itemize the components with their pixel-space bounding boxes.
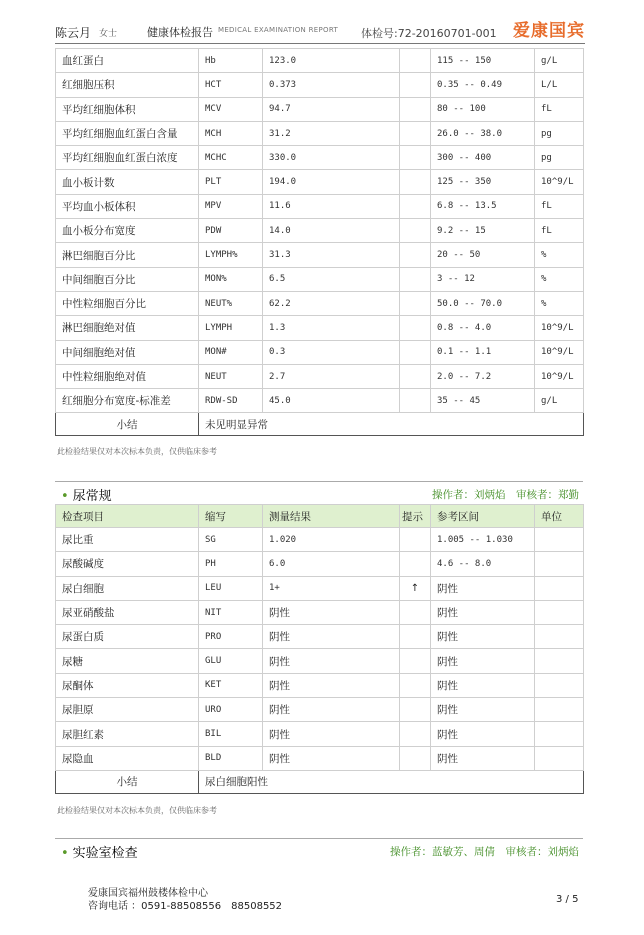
cell-value: 194.0 bbox=[263, 170, 400, 194]
table-row bbox=[56, 698, 584, 722]
table-row bbox=[56, 364, 584, 388]
cell-range: 阴性 bbox=[431, 698, 535, 722]
cell-flag bbox=[400, 625, 431, 649]
cell-range: 2.0 -- 7.2 bbox=[431, 364, 535, 388]
table-row bbox=[56, 340, 584, 364]
cell-unit bbox=[535, 625, 584, 649]
cell-unit: pg bbox=[535, 121, 584, 145]
cell-unit bbox=[535, 552, 584, 576]
cell-range: 115 -- 150 bbox=[431, 49, 535, 73]
urine-section-header bbox=[55, 481, 583, 504]
cell-range: 0.1 -- 1.1 bbox=[431, 340, 535, 364]
cell-flag: ↑ bbox=[400, 576, 431, 600]
urine-summary-row bbox=[56, 770, 584, 793]
table-header-row bbox=[56, 505, 584, 528]
cell-unit bbox=[535, 673, 584, 697]
cell-range: 9.2 -- 15 bbox=[431, 219, 535, 243]
cell-abbr: LYMPH bbox=[199, 316, 263, 340]
cell-range: 1.005 -- 1.030 bbox=[431, 528, 535, 552]
cell-name: 红细胞压积 bbox=[56, 73, 199, 97]
cell-range: 阴性 bbox=[431, 722, 535, 746]
table-row bbox=[56, 673, 584, 697]
cell-flag bbox=[400, 722, 431, 746]
cell-value: 62.2 bbox=[263, 291, 400, 315]
cell-value: 阴性 bbox=[263, 698, 400, 722]
cell-range: 300 -- 400 bbox=[431, 146, 535, 170]
summary-label: 小结 bbox=[56, 413, 199, 436]
cell-abbr: PRO bbox=[199, 625, 263, 649]
table-row bbox=[56, 121, 584, 145]
cell-value: 阴性 bbox=[263, 600, 400, 624]
header-name: 检查项目 bbox=[56, 505, 199, 528]
cell-abbr: MCHC bbox=[199, 146, 263, 170]
cell-range: 50.0 -- 70.0 bbox=[431, 291, 535, 315]
cell-abbr: MON# bbox=[199, 340, 263, 364]
urine-disclaimer: 此检验结果仅对本次标本负责，仅供临床参考 bbox=[57, 806, 217, 815]
cell-value: 0.3 bbox=[263, 340, 400, 364]
patient-name: 陈云月 bbox=[55, 26, 92, 40]
table-row bbox=[56, 291, 584, 315]
cell-abbr: NEUT% bbox=[199, 291, 263, 315]
cell-flag bbox=[400, 552, 431, 576]
cell-unit: % bbox=[535, 267, 584, 291]
cell-unit bbox=[535, 722, 584, 746]
cell-range: 3 -- 12 bbox=[431, 267, 535, 291]
cell-unit: g/L bbox=[535, 49, 584, 73]
cell-range: 阴性 bbox=[431, 600, 535, 624]
cell-name: 血小板计数 bbox=[56, 170, 199, 194]
cell-name: 平均红细胞血红蛋白浓度 bbox=[56, 146, 199, 170]
header-divider bbox=[55, 43, 585, 44]
header-abbr: 缩写 bbox=[199, 505, 263, 528]
cell-flag bbox=[400, 146, 431, 170]
cell-value: 6.0 bbox=[263, 552, 400, 576]
exam-number: 体检号:72-20160701-001 bbox=[361, 27, 497, 40]
table-row bbox=[56, 576, 584, 600]
cell-range: 阴性 bbox=[431, 576, 535, 600]
lab-operators: 操作者：蓝敏芳、周倩 审核者：刘炳焰 bbox=[390, 846, 579, 858]
cell-name: 尿糖 bbox=[56, 649, 199, 673]
cell-name: 尿酮体 bbox=[56, 673, 199, 697]
summary-label: 小结 bbox=[56, 770, 199, 793]
table-row bbox=[56, 219, 584, 243]
cell-name: 尿亚硝酸盐 bbox=[56, 600, 199, 624]
table-row bbox=[56, 267, 584, 291]
cell-flag bbox=[400, 600, 431, 624]
cell-abbr: Hb bbox=[199, 49, 263, 73]
cell-flag bbox=[400, 97, 431, 121]
cell-abbr: MCV bbox=[199, 97, 263, 121]
cell-flag bbox=[400, 121, 431, 145]
cell-flag bbox=[400, 364, 431, 388]
cell-abbr: MON% bbox=[199, 267, 263, 291]
table-row bbox=[56, 600, 584, 624]
cell-range: 6.8 -- 13.5 bbox=[431, 194, 535, 218]
cell-unit: 10^9/L bbox=[535, 170, 584, 194]
cell-range: 26.0 -- 38.0 bbox=[431, 121, 535, 145]
report-title: 健康体检报告 bbox=[147, 26, 213, 39]
cell-unit: fL bbox=[535, 219, 584, 243]
summary-text: 未见明显异常 bbox=[199, 413, 584, 436]
cell-range: 0.35 -- 0.49 bbox=[431, 73, 535, 97]
cell-range: 4.6 -- 8.0 bbox=[431, 552, 535, 576]
consult-phone: 咨询电话 ：0591-88508556 88508552 bbox=[88, 901, 283, 912]
cell-abbr: NEUT bbox=[199, 364, 263, 388]
cell-abbr: BLD bbox=[199, 746, 263, 770]
cell-abbr: KET bbox=[199, 673, 263, 697]
cell-range: 阴性 bbox=[431, 625, 535, 649]
table-row bbox=[56, 73, 584, 97]
cell-unit: % bbox=[535, 243, 584, 267]
cell-name: 尿蛋白质 bbox=[56, 625, 199, 649]
cell-value: 31.2 bbox=[263, 121, 400, 145]
cell-value: 阴性 bbox=[263, 673, 400, 697]
center-name: 爱康国宾福州鼓楼体检中心 bbox=[88, 888, 208, 899]
cell-value: 14.0 bbox=[263, 219, 400, 243]
cell-range: 阴性 bbox=[431, 746, 535, 770]
cell-value: 0.373 bbox=[263, 73, 400, 97]
cell-range: 125 -- 350 bbox=[431, 170, 535, 194]
cell-unit bbox=[535, 746, 584, 770]
cell-unit: % bbox=[535, 291, 584, 315]
table-row bbox=[56, 528, 584, 552]
cell-flag bbox=[400, 219, 431, 243]
cell-range: 80 -- 100 bbox=[431, 97, 535, 121]
cell-name: 中性粒细胞百分比 bbox=[56, 291, 199, 315]
cell-value: 6.5 bbox=[263, 267, 400, 291]
cell-flag bbox=[400, 194, 431, 218]
cell-flag bbox=[400, 389, 431, 413]
header-unit: 单位 bbox=[535, 505, 584, 528]
cell-name: 淋巴细胞绝对值 bbox=[56, 316, 199, 340]
cell-name: 尿酸碱度 bbox=[56, 552, 199, 576]
cell-name: 中性粒细胞绝对值 bbox=[56, 364, 199, 388]
cell-name: 平均红细胞血红蛋白含量 bbox=[56, 121, 199, 145]
table-row bbox=[56, 625, 584, 649]
brand-logo: 爱康国宾 bbox=[513, 21, 585, 41]
cell-value: 330.0 bbox=[263, 146, 400, 170]
cell-abbr: PH bbox=[199, 552, 263, 576]
cell-flag bbox=[400, 698, 431, 722]
table-row bbox=[56, 316, 584, 340]
cell-unit bbox=[535, 576, 584, 600]
cell-name: 血红蛋白 bbox=[56, 49, 199, 73]
table-row bbox=[56, 649, 584, 673]
cell-abbr: PDW bbox=[199, 219, 263, 243]
cell-abbr: NIT bbox=[199, 600, 263, 624]
cell-abbr: LEU bbox=[199, 576, 263, 600]
table-row bbox=[56, 552, 584, 576]
blood-disclaimer: 此检验结果仅对本次标本负责，仅供临床参考 bbox=[57, 447, 217, 456]
cell-value: 2.7 bbox=[263, 364, 400, 388]
patient-gender: 女士 bbox=[99, 29, 118, 39]
cell-unit: 10^9/L bbox=[535, 316, 584, 340]
cell-value: 阴性 bbox=[263, 746, 400, 770]
cell-abbr: URO bbox=[199, 698, 263, 722]
header-value: 测量结果 bbox=[263, 505, 400, 528]
cell-flag bbox=[400, 673, 431, 697]
cell-flag bbox=[400, 316, 431, 340]
cell-unit bbox=[535, 600, 584, 624]
cell-unit: 10^9/L bbox=[535, 364, 584, 388]
cell-value: 1.020 bbox=[263, 528, 400, 552]
cell-name: 尿白细胞 bbox=[56, 576, 199, 600]
cell-value: 31.3 bbox=[263, 243, 400, 267]
cell-abbr: GLU bbox=[199, 649, 263, 673]
summary-text: 尿白细胞阳性 bbox=[199, 770, 584, 793]
cell-flag bbox=[400, 170, 431, 194]
cell-value: 94.7 bbox=[263, 97, 400, 121]
cell-abbr: LYMPH% bbox=[199, 243, 263, 267]
table-row bbox=[56, 146, 584, 170]
cell-flag bbox=[400, 528, 431, 552]
cell-abbr: MPV bbox=[199, 194, 263, 218]
cell-value: 阴性 bbox=[263, 625, 400, 649]
cell-flag bbox=[400, 73, 431, 97]
table-row bbox=[56, 389, 584, 413]
cell-unit: pg bbox=[535, 146, 584, 170]
cell-name: 尿隐血 bbox=[56, 746, 199, 770]
cell-value: 45.0 bbox=[263, 389, 400, 413]
table-row bbox=[56, 746, 584, 770]
cell-flag bbox=[400, 49, 431, 73]
blood-summary-row bbox=[56, 413, 584, 436]
page-number: 3 / 5 bbox=[556, 894, 579, 905]
table-row bbox=[56, 170, 584, 194]
cell-value: 1+ bbox=[263, 576, 400, 600]
cell-abbr: PLT bbox=[199, 170, 263, 194]
table-row bbox=[56, 97, 584, 121]
cell-abbr: MCH bbox=[199, 121, 263, 145]
cell-value: 11.6 bbox=[263, 194, 400, 218]
urine-results-table bbox=[55, 504, 584, 794]
cell-name: 平均红细胞体积 bbox=[56, 97, 199, 121]
cell-name: 中间细胞绝对值 bbox=[56, 340, 199, 364]
cell-flag bbox=[400, 746, 431, 770]
cell-value: 123.0 bbox=[263, 49, 400, 73]
urine-operators: 操作者：刘炳焰 审核者：郑勤 bbox=[432, 489, 579, 501]
table-row bbox=[56, 194, 584, 218]
cell-name: 中间细胞百分比 bbox=[56, 267, 199, 291]
table-row bbox=[56, 49, 584, 73]
cell-unit: fL bbox=[535, 97, 584, 121]
blood-results-table bbox=[55, 48, 584, 436]
cell-unit: fL bbox=[535, 194, 584, 218]
page-footer bbox=[88, 887, 282, 913]
table-row bbox=[56, 243, 584, 267]
cell-name: 红细胞分布宽度-标准差 bbox=[56, 389, 199, 413]
cell-abbr: HCT bbox=[199, 73, 263, 97]
cell-abbr: BIL bbox=[199, 722, 263, 746]
cell-unit bbox=[535, 528, 584, 552]
cell-flag bbox=[400, 243, 431, 267]
cell-abbr: RDW-SD bbox=[199, 389, 263, 413]
cell-value: 阴性 bbox=[263, 722, 400, 746]
cell-flag bbox=[400, 649, 431, 673]
cell-range: 35 -- 45 bbox=[431, 389, 535, 413]
cell-range: 阴性 bbox=[431, 649, 535, 673]
header-flag: 提示 bbox=[400, 505, 431, 528]
urine-section-title: • 尿常规 bbox=[61, 489, 112, 504]
cell-unit: L/L bbox=[535, 73, 584, 97]
cell-value: 阴性 bbox=[263, 649, 400, 673]
cell-unit: 10^9/L bbox=[535, 340, 584, 364]
lab-section-title: • 实验室检查 bbox=[61, 846, 138, 861]
header-range: 参考区间 bbox=[431, 505, 535, 528]
cell-name: 平均血小板体积 bbox=[56, 194, 199, 218]
cell-flag bbox=[400, 291, 431, 315]
cell-flag bbox=[400, 267, 431, 291]
cell-flag bbox=[400, 340, 431, 364]
cell-name: 血小板分布宽度 bbox=[56, 219, 199, 243]
cell-name: 尿胆原 bbox=[56, 698, 199, 722]
lab-section-header bbox=[55, 838, 583, 861]
cell-unit: g/L bbox=[535, 389, 584, 413]
cell-range: 20 -- 50 bbox=[431, 243, 535, 267]
cell-abbr: SG bbox=[199, 528, 263, 552]
report-title-en: MEDICAL EXAMINATION REPORT bbox=[218, 26, 339, 34]
cell-name: 尿比重 bbox=[56, 528, 199, 552]
cell-name: 淋巴细胞百分比 bbox=[56, 243, 199, 267]
cell-range: 阴性 bbox=[431, 673, 535, 697]
cell-name: 尿胆红素 bbox=[56, 722, 199, 746]
cell-value: 1.3 bbox=[263, 316, 400, 340]
table-row bbox=[56, 722, 584, 746]
cell-unit bbox=[535, 698, 584, 722]
cell-range: 0.8 -- 4.0 bbox=[431, 316, 535, 340]
cell-unit bbox=[535, 649, 584, 673]
